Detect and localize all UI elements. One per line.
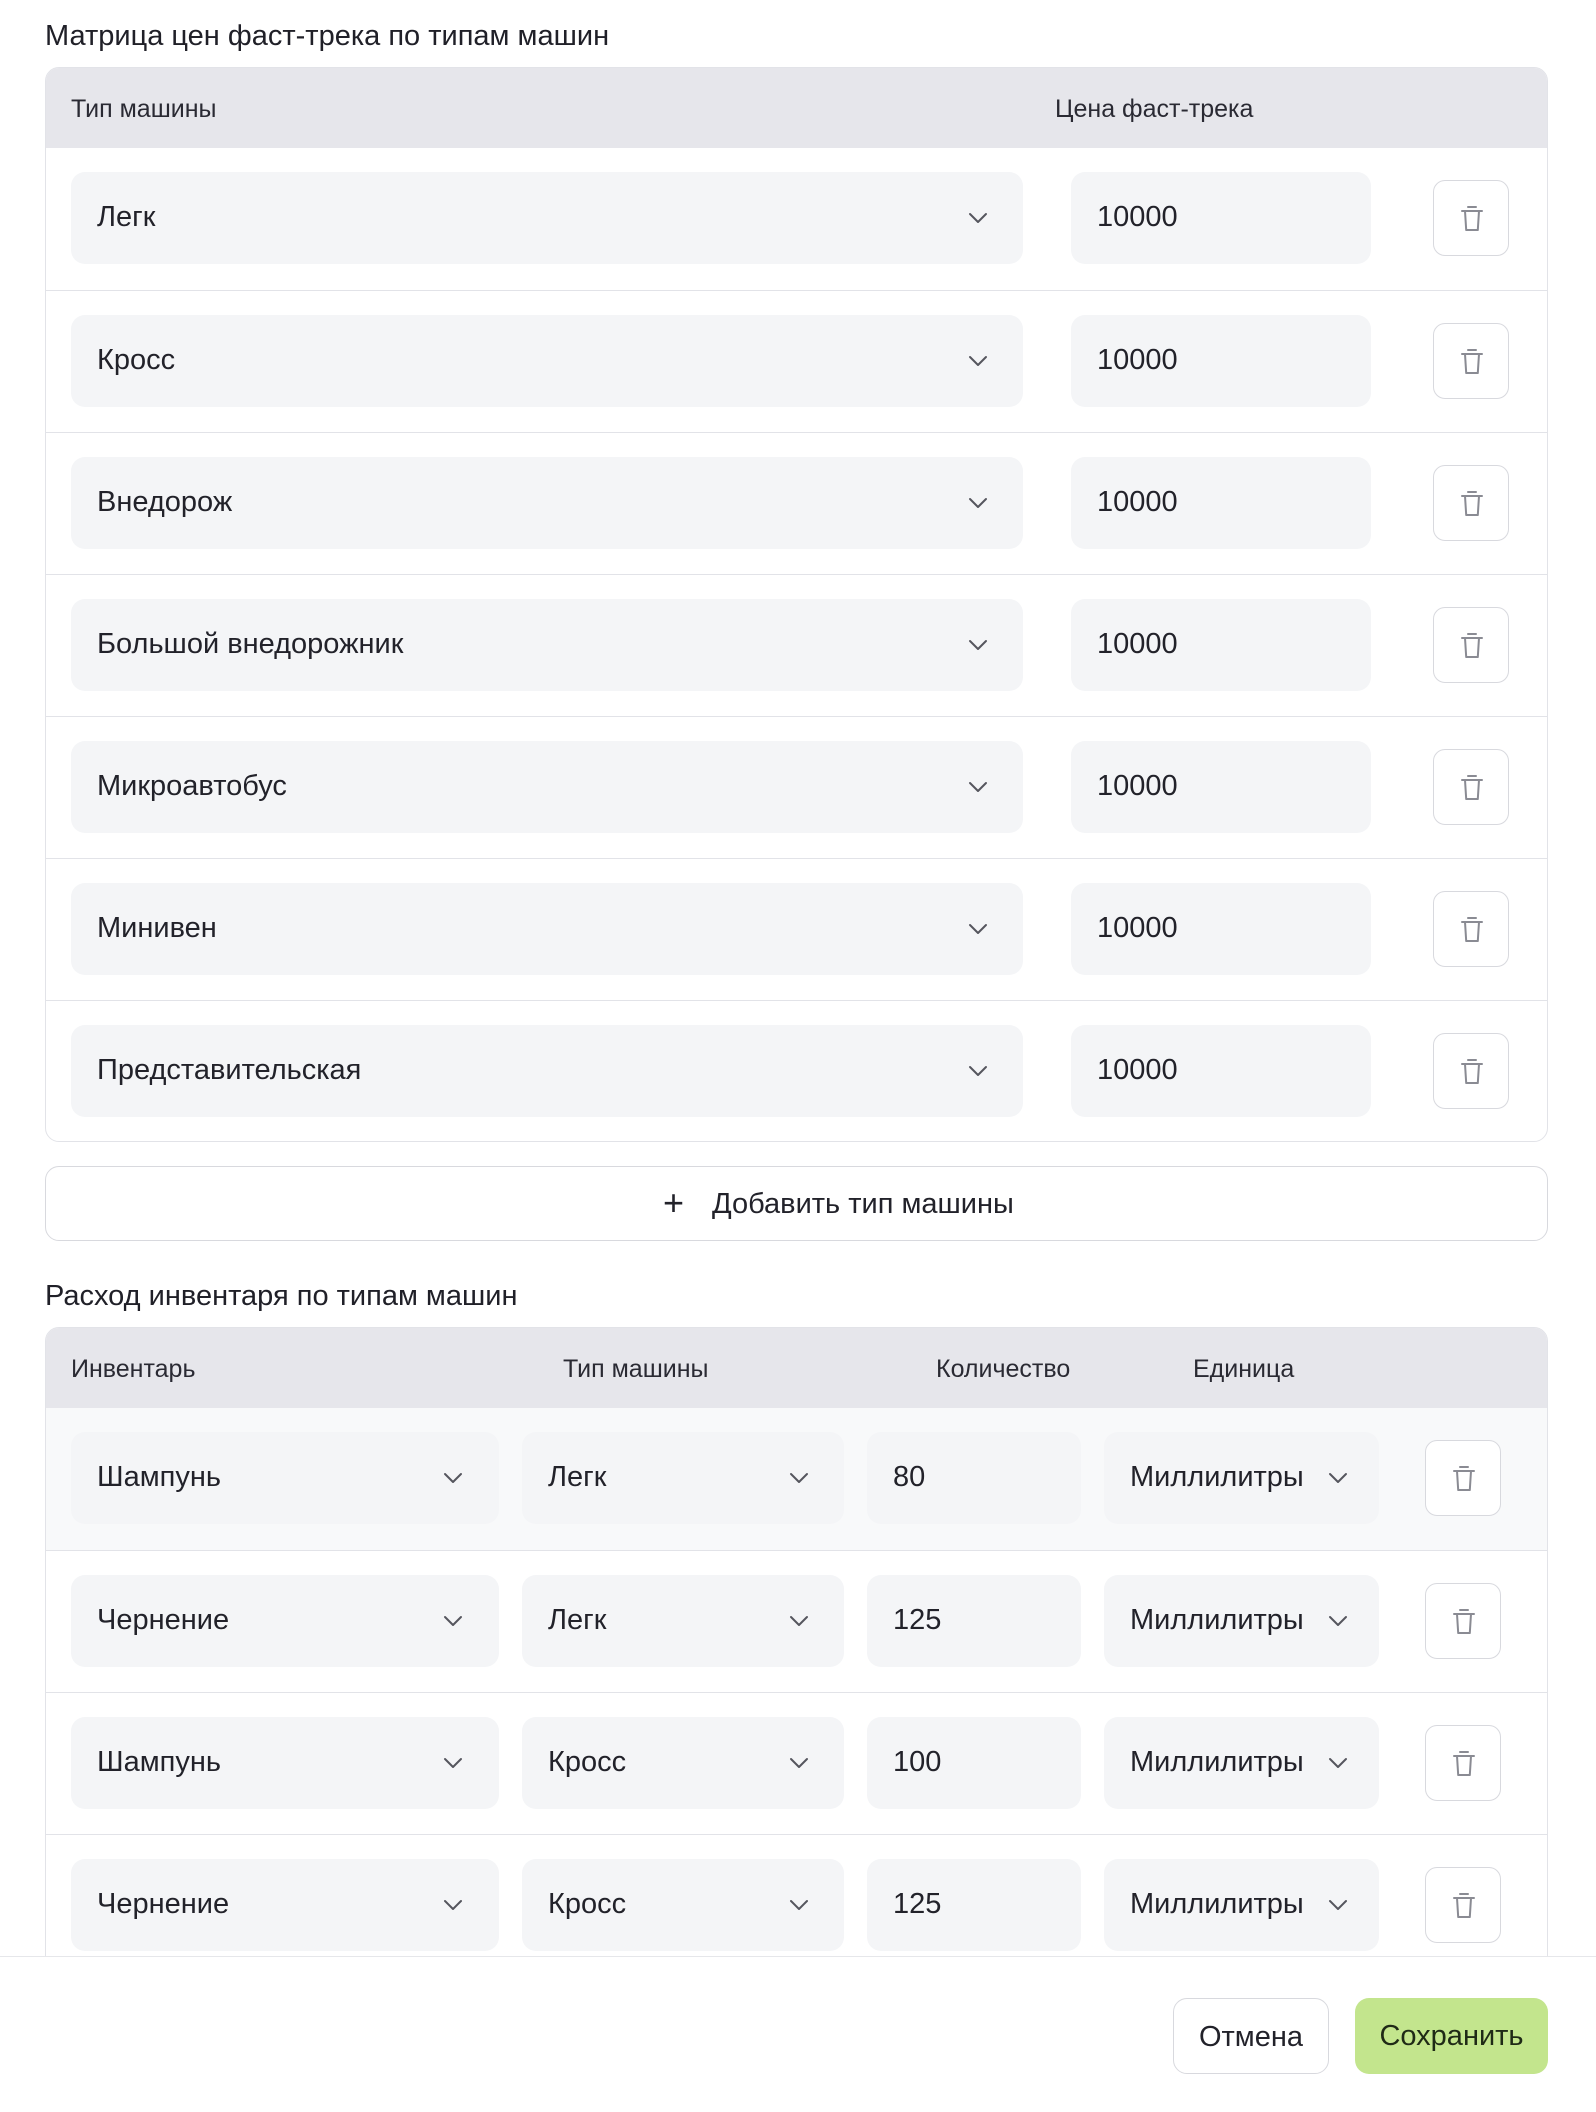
chevron-down-icon	[441, 1466, 465, 1490]
car-type-select[interactable]	[71, 457, 1023, 549]
car-type-select[interactable]	[71, 315, 1023, 407]
price-value: 10000	[1097, 486, 1178, 518]
fasttrack-section-title: Матрица цен фаст-трека по типам машин	[45, 20, 610, 52]
price-value: 10000	[1097, 628, 1178, 660]
delete-row-button[interactable]	[1433, 749, 1509, 825]
price-value: 10000	[1097, 344, 1178, 376]
price-input[interactable]	[1071, 1025, 1371, 1117]
trash-icon	[1459, 204, 1485, 234]
price-input[interactable]	[1071, 172, 1371, 264]
delete-row-button[interactable]	[1433, 891, 1509, 967]
price-value: 10000	[1097, 770, 1178, 802]
trash-icon	[1459, 773, 1485, 803]
price-input[interactable]	[1071, 599, 1371, 691]
car-type-select[interactable]	[71, 599, 1023, 691]
car-type-value: Микроавтобус	[97, 770, 287, 802]
save-button[interactable]	[1355, 1998, 1548, 2074]
cancel-button[interactable]	[1173, 1998, 1329, 2074]
quantity-input[interactable]	[867, 1717, 1081, 1809]
chevron-down-icon	[1326, 1893, 1350, 1917]
table-row	[46, 574, 1547, 716]
table-row	[46, 290, 1547, 432]
delete-row-button[interactable]	[1433, 465, 1509, 541]
header-unit: Единица	[1193, 1355, 1295, 1383]
delete-row-button[interactable]	[1425, 1725, 1501, 1801]
trash-icon	[1459, 631, 1485, 661]
inventory-value: Чернение	[97, 1604, 230, 1636]
price-input[interactable]	[1071, 457, 1371, 549]
table-row	[46, 1408, 1547, 1550]
trash-icon	[1459, 915, 1485, 945]
quantity-input[interactable]	[867, 1432, 1081, 1524]
inventory-select[interactable]	[71, 1717, 499, 1809]
price-input[interactable]	[1071, 883, 1371, 975]
header-car-type: Тип машины	[71, 95, 217, 123]
table-row	[46, 716, 1547, 858]
chevron-down-icon	[966, 775, 990, 799]
chevron-down-icon	[1326, 1466, 1350, 1490]
table-row	[46, 858, 1547, 1000]
header-inventory: Инвентарь	[71, 1355, 196, 1383]
header-price: Цена фаст-трека	[1055, 95, 1254, 123]
header-car-type: Тип машины	[563, 1355, 709, 1383]
unit-value: Миллилитры	[1130, 1461, 1304, 1493]
car-type-select[interactable]	[71, 172, 1023, 264]
delete-row-button[interactable]	[1425, 1440, 1501, 1516]
table-row	[46, 1692, 1547, 1834]
dialog-footer	[0, 1956, 1596, 2112]
trash-icon	[1451, 1749, 1477, 1779]
chevron-down-icon	[787, 1466, 811, 1490]
car-type-select[interactable]	[522, 1717, 844, 1809]
header-quantity: Количество	[936, 1355, 1071, 1383]
table-row	[46, 148, 1547, 290]
chevron-down-icon	[441, 1751, 465, 1775]
quantity-value: 100	[893, 1746, 942, 1778]
car-type-select[interactable]	[71, 741, 1023, 833]
unit-value: Миллилитры	[1130, 1604, 1304, 1636]
quantity-input[interactable]	[867, 1575, 1081, 1667]
unit-value: Миллилитры	[1130, 1746, 1304, 1778]
unit-value: Миллилитры	[1130, 1888, 1304, 1920]
car-type-value: Легк	[548, 1604, 607, 1636]
table-row	[46, 1550, 1547, 1692]
plus-icon: +	[663, 1182, 685, 1223]
car-type-value: Внедорож	[97, 486, 233, 518]
inventory-table-header	[46, 1328, 1547, 1408]
car-type-value: Легк	[97, 201, 156, 233]
chevron-down-icon	[966, 1059, 990, 1083]
inventory-select[interactable]	[71, 1432, 499, 1524]
delete-row-button[interactable]	[1433, 323, 1509, 399]
price-input[interactable]	[1071, 741, 1371, 833]
trash-icon	[1459, 347, 1485, 377]
save-label: Сохранить	[1379, 2020, 1524, 2052]
chevron-down-icon	[1326, 1609, 1350, 1633]
car-type-select[interactable]	[522, 1575, 844, 1667]
price-value: 10000	[1097, 1054, 1178, 1086]
delete-row-button[interactable]	[1425, 1583, 1501, 1659]
car-type-value: Кросс	[548, 1888, 627, 1920]
car-type-value: Кросс	[97, 344, 176, 376]
price-value: 10000	[1097, 201, 1178, 233]
inventory-table	[45, 1327, 1548, 1956]
price-value: 10000	[1097, 912, 1178, 944]
chevron-down-icon	[1326, 1751, 1350, 1775]
chevron-down-icon	[966, 633, 990, 657]
inventory-section-title: Расход инвентаря по типам машин	[45, 1280, 518, 1312]
chevron-down-icon	[966, 206, 990, 230]
car-type-select[interactable]	[522, 1859, 844, 1951]
unit-select[interactable]	[1104, 1717, 1379, 1809]
unit-select[interactable]	[1104, 1432, 1379, 1524]
car-type-value: Большой внедорожник	[97, 628, 404, 660]
trash-icon	[1451, 1464, 1477, 1494]
car-type-value: Минивен	[97, 912, 217, 944]
delete-row-button[interactable]	[1433, 607, 1509, 683]
inventory-select[interactable]	[71, 1575, 499, 1667]
inventory-value: Чернение	[97, 1888, 230, 1920]
trash-icon	[1459, 489, 1485, 519]
car-type-select[interactable]	[522, 1432, 844, 1524]
trash-icon	[1451, 1607, 1477, 1637]
cancel-label: Отмена	[1198, 2021, 1304, 2053]
unit-select[interactable]	[1104, 1859, 1379, 1951]
table-row	[46, 432, 1547, 574]
inventory-value: Шампунь	[97, 1461, 221, 1493]
car-type-value: Представительская	[97, 1054, 362, 1086]
table-row	[46, 1834, 1547, 1956]
quantity-value: 80	[893, 1461, 926, 1493]
fasttrack-table-header	[46, 68, 1547, 148]
quantity-value: 125	[893, 1604, 942, 1636]
add-car-type-label: Добавить тип машины	[712, 1188, 1014, 1220]
chevron-down-icon	[966, 349, 990, 373]
delete-row-button[interactable]	[1425, 1867, 1501, 1943]
chevron-down-icon	[787, 1893, 811, 1917]
chevron-down-icon	[441, 1609, 465, 1633]
trash-icon	[1459, 1057, 1485, 1087]
fasttrack-table	[45, 67, 1548, 1142]
add-car-type-button[interactable]	[45, 1166, 1548, 1241]
delete-row-button[interactable]	[1433, 1033, 1509, 1109]
chevron-down-icon	[966, 491, 990, 515]
chevron-down-icon	[787, 1751, 811, 1775]
chevron-down-icon	[787, 1609, 811, 1633]
chevron-down-icon	[966, 917, 990, 941]
car-type-select[interactable]	[71, 883, 1023, 975]
table-row	[46, 1000, 1547, 1142]
car-type-select[interactable]	[71, 1025, 1023, 1117]
chevron-down-icon	[441, 1893, 465, 1917]
unit-select[interactable]	[1104, 1575, 1379, 1667]
price-input[interactable]	[1071, 315, 1371, 407]
inventory-select[interactable]	[71, 1859, 499, 1951]
quantity-value: 125	[893, 1888, 942, 1920]
car-type-value: Кросс	[548, 1746, 627, 1778]
delete-row-button[interactable]	[1433, 180, 1509, 256]
trash-icon	[1451, 1891, 1477, 1921]
car-type-value: Легк	[548, 1461, 607, 1493]
inventory-value: Шампунь	[97, 1746, 221, 1778]
quantity-input[interactable]	[867, 1859, 1081, 1951]
